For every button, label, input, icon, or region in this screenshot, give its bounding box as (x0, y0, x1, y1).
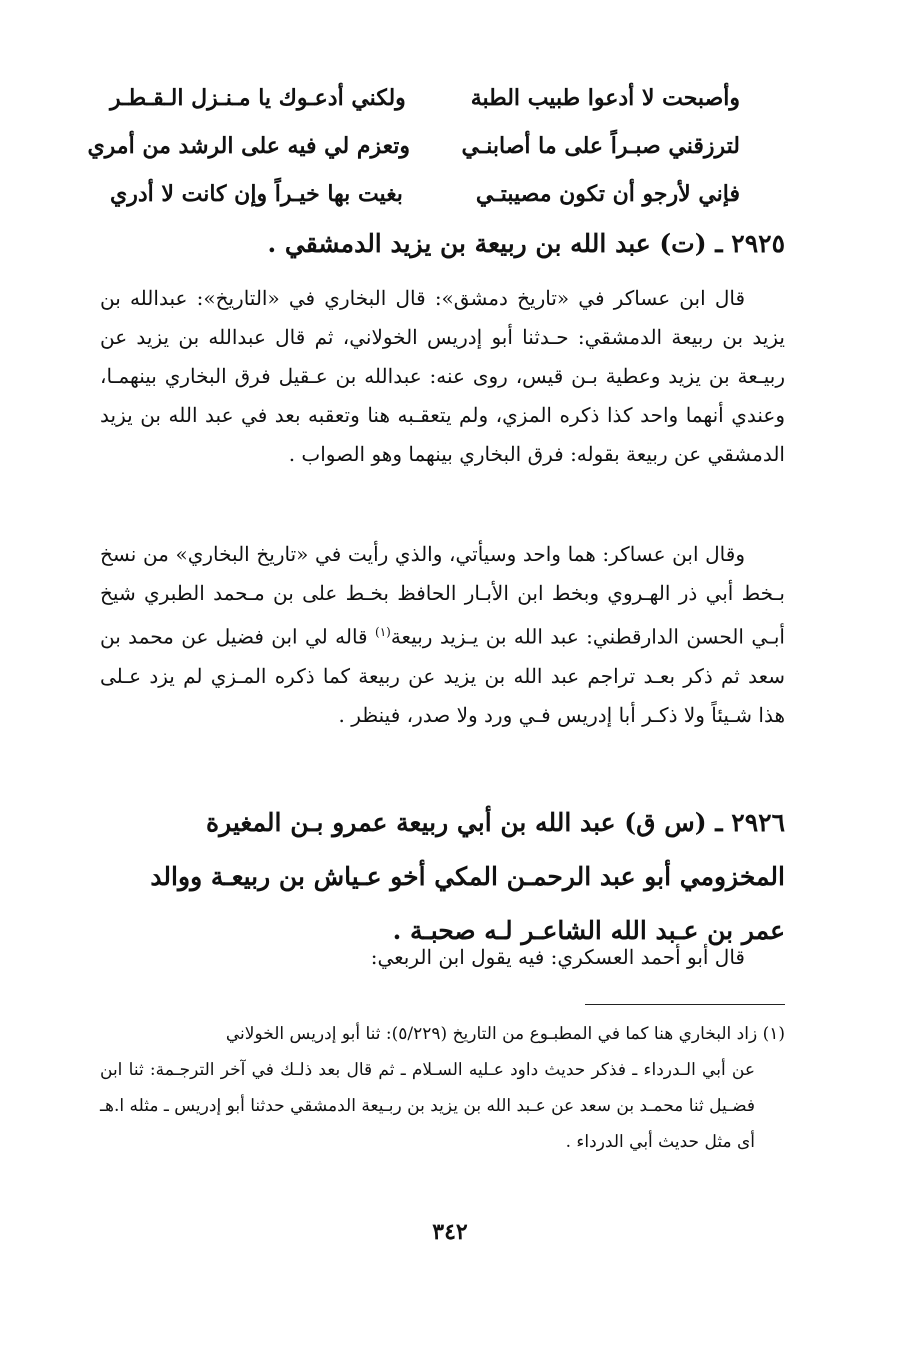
verse-second-hemistich: وتعزم لي فيه على الرشد من أمري (87, 133, 410, 159)
footnote-marker[interactable]: (١) (375, 625, 391, 639)
footnote-continuation: عن أبي الـدرداء ـ فذكر حديث داود عـليه السـلام ـ ثم قال بعد ذلـك في آخر الترجـمة: ثنا ابن فضـيل ثنا محمـد بن سعد عن عـبد الله بن يزيد بن ربـيعة الدمشقي حدثنا أبو إدريس ـ مثله ا.هـ أى مثل حديث أبي الدرداء . (100, 1060, 755, 1152)
verse-line (110, 170, 740, 218)
verse-first-hemistich: وأصبحت لا أدعوا طبيب الطبة (470, 85, 740, 111)
verse-second-hemistich: بغيت بها خيـراً وإن كانت لا أدري (110, 181, 403, 207)
page-number: ٣٤٢ (432, 1219, 468, 1245)
verse-line (87, 122, 740, 170)
footnote (100, 1016, 785, 1160)
paragraph-text-after-note: قاله لي ابن فضيل عن محمد بن سعد ثم ذكر بعـد تراجم عبد الله بن يزيد عن ربيعة كما ذكره المـزي لم يزد عـلى هذا شـيئاً ولا ذكـر أبا إدريس فـي ورد ولا صدر، فينظر . (100, 624, 785, 727)
entry-heading-2926: ٢٩٢٦ ـ (س ق) عبد الله بن أبي ربيعة عمرو بـن المغيرة المخزومي أبو عبد الرحمـن المكي أخو عـياش بن ربيعـة ووالد عمر بن عـبد الله الشاعـر لـه صحبـة . (150, 808, 785, 945)
entry-2925-paragraph-1: قال ابن عساكر في «تاريخ دمشق»: قال البخاري في «التاريخ»: عبدالله بن يزيد بن ربيعة الدمشقي: حـدثنا أبو إدريس الخولاني، ثم قال عبدالله بن يزيد عن ربيـعة بن يزيد وعطية بـن قيس، روى عنه: عبدالله بن عـقيل فرق البخاري بينهمـا، وعندي أنهما واحد كذا ذكره المزي، ولم يتعقـبه هنا وتعقبه بعد في عبد الله بن يزيد الدمشقي عن ربيعة بقوله: فرق البخاري بينهما وهو الصواب . (100, 286, 786, 466)
verse-first-hemistich: لترزقني صبـراً على ما أصابنـي (461, 133, 740, 159)
footnote-first-line: (١) زاد البخاري هنا كما في المطبـوع من التاريخ (٥/٢٢٩): ثنا أبو إدريس الخولاني (225, 1024, 785, 1044)
footnote-separator (585, 1004, 785, 1005)
verse-line (110, 74, 740, 122)
poem-block (87, 74, 740, 218)
paragraph-text-before-note: وقال ابن عساكر: هما واحد وسيأتي، والذي رأيت في «تاريخ البخاري» من نسخ بـخط أبي ذر الهـروي وبخط ابن الأبـار الحافظ بخـط على بن مـحمد الطبري شيخ أبـي الحسن الدارقطني: عبد الله بن يـزيد ربيعة (100, 542, 785, 649)
verse-first-hemistich: فإني لأرجو أن تكون مصيبتـي (475, 181, 740, 207)
entry-heading-2925: ٢٩٢٥ ـ (ت) عبد الله بن ربيعة بن يزيد الدمشقي . (267, 229, 785, 258)
verse-second-hemistich: ولكني أدعـوك يا مـنـزل الـقـطـر (110, 85, 406, 111)
entry-2926-paragraph: قال أبو أحمد العسكري: فيه يقول ابن الربعي: (370, 945, 745, 969)
entry-2925-paragraph-2 (100, 535, 785, 735)
